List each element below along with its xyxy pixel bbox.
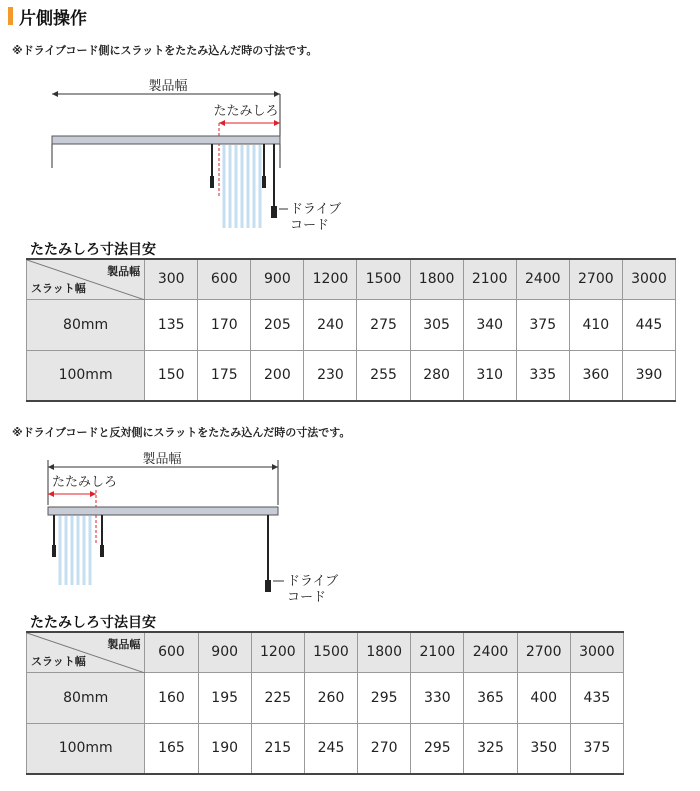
col-header: 2100 (411, 632, 464, 672)
cord-label-2a: ドライブ (287, 574, 339, 589)
table-cell: 195 (198, 672, 251, 723)
fold-label-1: たたみしろ (213, 104, 279, 119)
table-cell: 200 (251, 350, 304, 401)
table-cell: 280 (410, 350, 463, 401)
table-cell: 340 (463, 299, 516, 350)
col-header: 2400 (516, 259, 569, 299)
table-row (27, 723, 624, 774)
note-cord-side: ※ドライブコード側にスラットをたたみ込んだ時の寸法です。 (12, 44, 318, 57)
col-header: 1500 (357, 259, 410, 299)
col-header: 1200 (304, 259, 357, 299)
fold-label-2: たたみしろ (52, 475, 118, 490)
note-opposite-side: ※ドライブコードと反対側にスラットをたたみ込んだ時の寸法です。 (12, 426, 351, 439)
table-cell: 360 (569, 350, 622, 401)
corner-product-width: 製品幅 (107, 265, 141, 278)
col-header: 600 (145, 632, 198, 672)
table-cell: 260 (304, 672, 357, 723)
size-table-cord-side (26, 258, 676, 402)
product-width-label-2: 製品幅 (142, 452, 182, 467)
col-header: 900 (251, 259, 304, 299)
table-cell: 240 (304, 299, 357, 350)
col-header: 2700 (569, 259, 622, 299)
row-label: 100mm (27, 723, 145, 774)
table-cell: 365 (464, 672, 517, 723)
col-header: 1200 (251, 632, 304, 672)
table-title-2: たたみしろ寸法目安 (30, 615, 156, 631)
table-cell: 270 (358, 723, 411, 774)
cord-label-1b: コード (290, 218, 330, 233)
col-header: 3000 (622, 259, 675, 299)
page-title: 片側操作 (19, 8, 87, 29)
row-label: 80mm (27, 299, 145, 350)
heading-accent-bar (8, 7, 13, 25)
table-cell: 310 (463, 350, 516, 401)
table-title-1: たたみしろ寸法目安 (30, 242, 156, 258)
size-table-opposite-side (26, 631, 624, 775)
table-cell: 170 (198, 299, 251, 350)
table-cell: 225 (251, 672, 304, 723)
table-cell: 295 (358, 672, 411, 723)
folded-slats-2 (60, 516, 90, 585)
col-header: 1500 (304, 632, 357, 672)
table-cell: 445 (622, 299, 675, 350)
table-cell: 410 (569, 299, 622, 350)
corner-product-width: 製品幅 (107, 638, 141, 651)
table-row (27, 299, 676, 350)
col-header: 300 (145, 259, 198, 299)
table-cell: 190 (198, 723, 251, 774)
table-cell: 400 (517, 672, 570, 723)
table-cell: 150 (145, 350, 198, 401)
table-cell: 295 (411, 723, 464, 774)
table-cell: 205 (251, 299, 304, 350)
table-cell: 390 (622, 350, 675, 401)
col-header: 3000 (570, 632, 623, 672)
col-header: 1800 (358, 632, 411, 672)
table-cell: 230 (304, 350, 357, 401)
table-cell: 165 (145, 723, 198, 774)
table-cell: 350 (517, 723, 570, 774)
col-header: 2700 (517, 632, 570, 672)
col-header: 600 (198, 259, 251, 299)
diagram-opposite-side (0, 450, 700, 610)
table-cell: 135 (145, 299, 198, 350)
col-header: 2100 (463, 259, 516, 299)
col-header: 2400 (464, 632, 517, 672)
corner-slat-width: スラット幅 (31, 281, 86, 295)
table-cell: 325 (464, 723, 517, 774)
table-header-row (27, 632, 624, 672)
col-header: 1800 (410, 259, 463, 299)
table-cell: 175 (198, 350, 251, 401)
table-cell: 245 (304, 723, 357, 774)
row-label: 80mm (27, 672, 145, 723)
table-cell: 375 (570, 723, 623, 774)
table-cell: 305 (410, 299, 463, 350)
table-corner (27, 632, 145, 672)
row-label: 100mm (27, 350, 145, 401)
table-cell: 215 (251, 723, 304, 774)
cord-label-2b: コード (287, 590, 327, 605)
product-width-label-1: 製品幅 (148, 79, 188, 94)
col-header: 900 (198, 632, 251, 672)
table-cell: 255 (357, 350, 410, 401)
section-heading (8, 5, 87, 27)
cord-label-1a: ドライブ (290, 202, 342, 217)
table-row (27, 672, 624, 723)
table-cell: 275 (357, 299, 410, 350)
corner-slat-width: スラット幅 (31, 654, 86, 668)
table-cell: 160 (145, 672, 198, 723)
diagram-cord-side (0, 78, 700, 238)
table-corner (27, 259, 145, 299)
table-cell: 335 (516, 350, 569, 401)
table-cell: 375 (516, 299, 569, 350)
folded-slats-1 (224, 145, 260, 228)
table-cell: 330 (411, 672, 464, 723)
table-row (27, 350, 676, 401)
table-cell: 435 (570, 672, 623, 723)
table-header-row (27, 259, 676, 299)
